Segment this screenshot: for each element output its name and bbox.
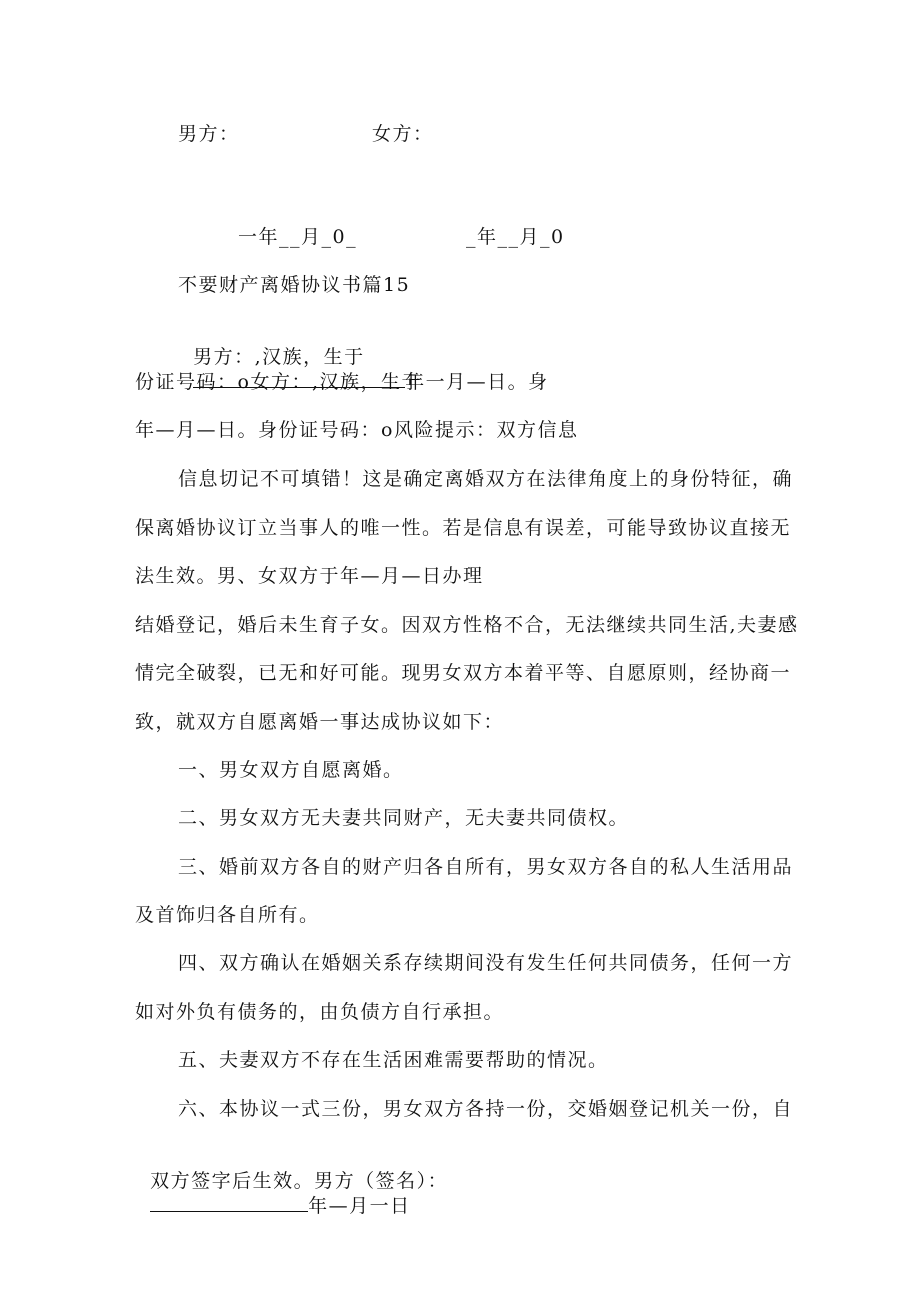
clause-6: 六、本协议一式三份，男女双方各持一份，交婚姻登记机关一份，自 bbox=[178, 1098, 794, 1120]
clause-3-cont: 及首饰归各自所有。 bbox=[135, 904, 320, 926]
paragraph-line: 保离婚协议订立当事人的唯一性。若是信息有误差，可能导致协议直接无 bbox=[135, 517, 792, 539]
paragraph-line: 年—月—日。身份证号码：o风险提示：双方信息 bbox=[135, 419, 579, 441]
section-heading: 不要财产离婚协议书篇15 bbox=[178, 274, 411, 296]
clause-6-cont bbox=[135, 1145, 448, 1218]
clause-4: 四、双方确认在婚姻关系存续期间没有发生任何共同债务，任何一方 bbox=[178, 952, 794, 974]
body-text: 年—月一日 bbox=[308, 1195, 411, 1217]
paragraph-line: 情完全破裂，已无和好可能。现男女双方本着平等、自愿原则，经协商一 bbox=[135, 662, 792, 684]
clause-1: 一、男女双方自愿离婚。 bbox=[178, 759, 404, 781]
paragraph-line: 致，就双方自愿离婚一事达成协议如下： bbox=[135, 711, 505, 733]
clause-3: 三、婚前双方各自的财产归各自所有，男女双方各自的私人生活用品 bbox=[178, 856, 794, 878]
paragraph-line: 法生效。男、女双方于年—月—日办理 bbox=[135, 565, 484, 587]
paragraph-line: 结婚登记，婚后未生育子女。因双方性格不合，无法继续共同生活,夫妻感 bbox=[135, 614, 799, 636]
body-text: 男方：,汉族，生于 bbox=[193, 346, 365, 368]
clause-2: 二、男女双方无夫妻共同财产，无夫妻共同债权。 bbox=[178, 807, 630, 829]
female-signature-label: 女方： bbox=[372, 123, 434, 145]
clause-4-cont: 如对外负有债务的，由负债方自行承担。 bbox=[135, 1001, 505, 1023]
signature-blank bbox=[150, 1193, 308, 1212]
body-text: 双方签字后生效。男方（签名）： bbox=[150, 1170, 449, 1192]
paragraph-line: 份证号码：o女方：,汉族，生于 bbox=[135, 371, 422, 393]
female-sign-date: _年__月_0 bbox=[466, 226, 565, 248]
male-sign-date: 一年__月_0_ bbox=[238, 226, 358, 248]
paragraph-line: 信息切记不可填错！这是确定离婚双方在法律角度上的身份特征，确 bbox=[178, 468, 794, 490]
male-signature-label: 男方： bbox=[178, 123, 240, 145]
clause-5: 五、夫妻双方不存在生活困难需要帮助的情况。 bbox=[178, 1049, 609, 1071]
body-text: 年一月—日。身 bbox=[405, 371, 549, 393]
